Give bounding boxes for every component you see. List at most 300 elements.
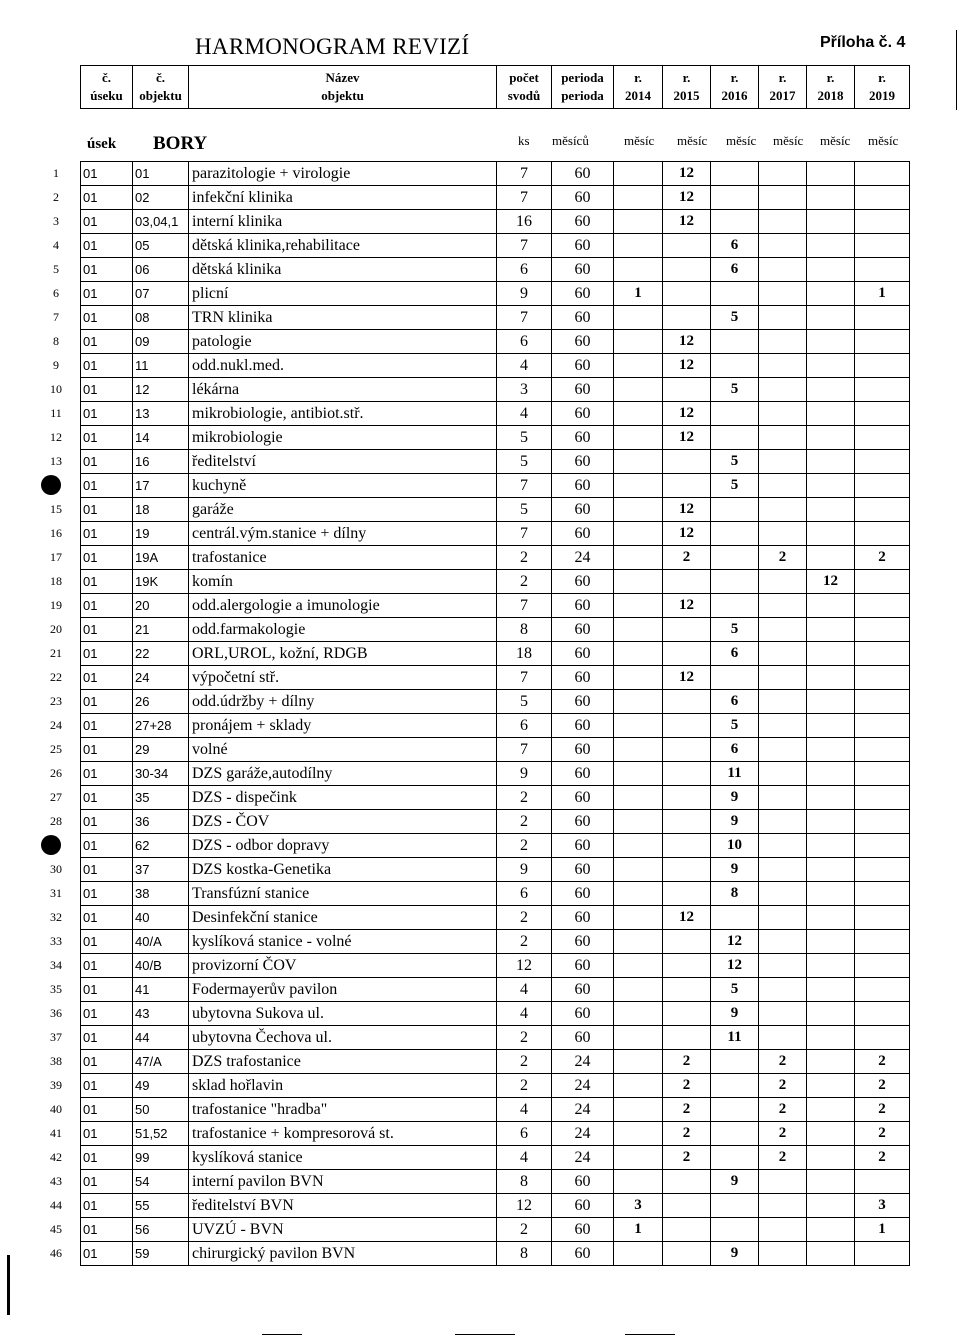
unit-2018: měsíc (820, 133, 851, 148)
month-cell: 10 (711, 834, 759, 858)
month-cell (759, 1026, 807, 1050)
row-number: 3 (53, 214, 59, 228)
month-cell (855, 570, 910, 594)
period-cell: 60 (552, 1170, 614, 1194)
month-cell: 2 (855, 1050, 910, 1074)
month-cell (663, 786, 711, 810)
month-cell: 1 (614, 1218, 663, 1242)
month-cell (759, 498, 807, 522)
month-cell (663, 282, 711, 306)
object-name-cell: sklad hořlavin (189, 1074, 497, 1098)
object-code-cell: 44 (133, 1026, 189, 1050)
month-cell (807, 546, 855, 570)
table-row (81, 210, 910, 234)
object-code-cell: 03,04,1 (133, 210, 189, 234)
month-cell (614, 954, 663, 978)
object-code-cell: 40 (133, 906, 189, 930)
object-name-cell: DZS - ČOV (189, 810, 497, 834)
month-cell (855, 402, 910, 426)
section-code-cell: 01 (81, 354, 133, 378)
month-cell (614, 330, 663, 354)
month-cell (614, 450, 663, 474)
month-cell: 2 (663, 546, 711, 570)
month-cell (807, 498, 855, 522)
period-cell: 60 (552, 426, 614, 450)
object-name-cell: centrál.vým.stanice + dílny (189, 522, 497, 546)
object-code-cell: 99 (133, 1146, 189, 1170)
month-cell (759, 690, 807, 714)
section-code-cell: 01 (81, 1218, 133, 1242)
count-cell: 9 (497, 282, 552, 306)
object-code-cell: 22 (133, 642, 189, 666)
month-cell (711, 330, 759, 354)
row-number: 36 (50, 1006, 62, 1020)
month-cell (614, 378, 663, 402)
object-code-cell: 26 (133, 690, 189, 714)
row-number: 45 (50, 1222, 62, 1236)
month-cell (807, 1098, 855, 1122)
month-cell: 12 (807, 570, 855, 594)
table-row (81, 666, 910, 690)
month-cell (614, 810, 663, 834)
month-cell (711, 1098, 759, 1122)
unit-2015: měsíc (677, 133, 708, 148)
section-code-cell: 01 (81, 594, 133, 618)
section-code-cell: 01 (81, 330, 133, 354)
count-cell: 7 (497, 666, 552, 690)
month-cell (759, 858, 807, 882)
unit-ks: ks (518, 133, 530, 148)
object-code-cell: 51,52 (133, 1122, 189, 1146)
period-cell: 60 (552, 690, 614, 714)
month-cell (614, 762, 663, 786)
object-code-cell: 13 (133, 402, 189, 426)
month-cell (807, 666, 855, 690)
month-cell (759, 1218, 807, 1242)
month-cell (614, 858, 663, 882)
period-cell: 60 (552, 450, 614, 474)
count-cell: 7 (497, 738, 552, 762)
month-cell: 12 (711, 954, 759, 978)
table-row (81, 1050, 910, 1074)
column-header-bottom: objektu (139, 88, 182, 103)
section-heading (80, 133, 909, 159)
month-cell (807, 618, 855, 642)
month-cell: 12 (663, 522, 711, 546)
month-cell (807, 450, 855, 474)
month-cell (759, 426, 807, 450)
period-cell: 60 (552, 1026, 614, 1050)
count-cell: 2 (497, 546, 552, 570)
row-number: 13 (50, 454, 62, 468)
table-row (81, 1242, 910, 1266)
month-cell (614, 1242, 663, 1266)
month-cell (759, 306, 807, 330)
column-header-bottom: 2019 (869, 88, 895, 103)
month-cell (855, 834, 910, 858)
object-name-cell: odd.farmakologie (189, 618, 497, 642)
object-code-cell: 05 (133, 234, 189, 258)
month-cell (807, 186, 855, 210)
object-name-cell: interní pavilon BVN (189, 1170, 497, 1194)
month-cell (711, 162, 759, 186)
month-cell (807, 930, 855, 954)
column-header (189, 66, 497, 109)
object-name-cell: patologie (189, 330, 497, 354)
month-cell: 6 (711, 738, 759, 762)
object-code-cell: 40/A (133, 930, 189, 954)
month-cell: 12 (663, 330, 711, 354)
object-code-cell: 29 (133, 738, 189, 762)
count-cell: 3 (497, 378, 552, 402)
object-code-cell: 47/A (133, 1050, 189, 1074)
row-number: 10 (50, 382, 62, 396)
month-cell: 9 (711, 1242, 759, 1266)
period-cell: 60 (552, 618, 614, 642)
table-row (81, 1194, 910, 1218)
month-cell (759, 186, 807, 210)
object-code-cell: 19K (133, 570, 189, 594)
section-code-cell: 01 (81, 930, 133, 954)
table-row (81, 234, 910, 258)
object-code-cell: 56 (133, 1218, 189, 1242)
section-code-cell: 01 (81, 546, 133, 570)
object-name-cell: komín (189, 570, 497, 594)
month-cell: 2 (663, 1074, 711, 1098)
table-row (81, 1098, 910, 1122)
object-name-cell: interní klinika (189, 210, 497, 234)
object-name-cell: lékárna (189, 378, 497, 402)
month-cell (663, 306, 711, 330)
object-name-cell: Desinfekční stanice (189, 906, 497, 930)
section-code-cell: 01 (81, 1002, 133, 1026)
month-cell (855, 330, 910, 354)
month-cell (855, 426, 910, 450)
section-code-cell: 01 (81, 258, 133, 282)
count-cell: 5 (497, 498, 552, 522)
object-name-cell: DZS - dispečink (189, 786, 497, 810)
month-cell: 5 (711, 474, 759, 498)
table-row (81, 1074, 910, 1098)
object-code-cell: 59 (133, 1242, 189, 1266)
table-row (81, 282, 910, 306)
column-header-top: r. (682, 70, 691, 85)
period-cell: 60 (552, 642, 614, 666)
object-code-cell: 36 (133, 810, 189, 834)
section-label: úsek (87, 136, 117, 152)
table-row (81, 546, 910, 570)
section-code-cell: 01 (81, 306, 133, 330)
object-name-cell: dětská klinika,rehabilitace (189, 234, 497, 258)
count-cell: 2 (497, 810, 552, 834)
section-code-cell: 01 (81, 738, 133, 762)
page-edge-mark (7, 1255, 10, 1315)
month-cell (614, 906, 663, 930)
footer-line (262, 1334, 302, 1335)
month-cell (855, 378, 910, 402)
month-cell: 6 (711, 234, 759, 258)
section-code-cell: 01 (81, 1146, 133, 1170)
month-cell (614, 402, 663, 426)
month-cell (614, 1002, 663, 1026)
table-row (81, 186, 910, 210)
month-cell (663, 1002, 711, 1026)
object-code-cell: 27+28 (133, 714, 189, 738)
month-cell: 5 (711, 618, 759, 642)
section-code-cell: 01 (81, 474, 133, 498)
month-cell (614, 474, 663, 498)
period-cell: 60 (552, 498, 614, 522)
section-code-cell: 01 (81, 234, 133, 258)
month-cell (807, 378, 855, 402)
column-header-bottom: úseku (90, 88, 123, 103)
section-code-cell: 01 (81, 1194, 133, 1218)
section-code-cell: 01 (81, 378, 133, 402)
month-cell (614, 786, 663, 810)
month-cell (807, 810, 855, 834)
month-cell (759, 378, 807, 402)
table-row (81, 594, 910, 618)
month-cell (711, 354, 759, 378)
month-cell (663, 234, 711, 258)
month-cell (614, 1098, 663, 1122)
column-header-bottom: 2018 (817, 88, 844, 103)
object-name-cell: DZS - odbor dopravy (189, 834, 497, 858)
month-cell: 5 (711, 978, 759, 1002)
column-header-top: č. (155, 70, 166, 85)
section-code-cell: 01 (81, 714, 133, 738)
month-cell: 3 (614, 1194, 663, 1218)
month-cell (711, 906, 759, 930)
month-cell (855, 786, 910, 810)
month-cell (614, 1170, 663, 1194)
table-row (81, 1218, 910, 1242)
row-number: 33 (50, 934, 62, 948)
period-cell: 60 (552, 594, 614, 618)
month-cell (614, 1146, 663, 1170)
month-cell (759, 450, 807, 474)
object-code-cell: 49 (133, 1074, 189, 1098)
month-cell: 12 (663, 210, 711, 234)
row-number: 23 (50, 694, 62, 708)
month-cell: 2 (663, 1146, 711, 1170)
column-header-bottom: perioda (561, 88, 604, 103)
count-cell: 4 (497, 402, 552, 426)
month-cell (759, 666, 807, 690)
month-cell (663, 690, 711, 714)
object-name-cell: ředitelství BVN (189, 1194, 497, 1218)
month-cell: 2 (663, 1122, 711, 1146)
month-cell (855, 498, 910, 522)
footer-line (625, 1334, 675, 1335)
period-cell: 60 (552, 858, 614, 882)
object-code-cell: 43 (133, 1002, 189, 1026)
month-cell (759, 786, 807, 810)
month-cell: 12 (663, 906, 711, 930)
object-name-cell: Fodermayerův pavilon (189, 978, 497, 1002)
month-cell (807, 1218, 855, 1242)
month-cell: 1 (614, 282, 663, 306)
object-code-cell: 35 (133, 786, 189, 810)
object-code-cell: 50 (133, 1098, 189, 1122)
month-cell (855, 858, 910, 882)
object-name-cell: kuchyně (189, 474, 497, 498)
month-cell (807, 762, 855, 786)
object-name-cell: ředitelství (189, 450, 497, 474)
row-number: 25 (50, 742, 62, 756)
unit-2019: měsíc (868, 133, 899, 148)
row-number: 18 (50, 574, 62, 588)
count-cell: 2 (497, 1218, 552, 1242)
object-name-cell: odd.údržby + dílny (189, 690, 497, 714)
month-cell (614, 978, 663, 1002)
punch-hole-mark (41, 475, 61, 495)
count-cell: 4 (497, 1146, 552, 1170)
month-cell (759, 282, 807, 306)
column-header (614, 66, 663, 109)
row-number: 38 (50, 1054, 62, 1068)
month-cell (855, 978, 910, 1002)
month-cell: 6 (711, 690, 759, 714)
section-code-cell: 01 (81, 1074, 133, 1098)
month-cell (855, 690, 910, 714)
month-cell (855, 474, 910, 498)
count-cell: 12 (497, 1194, 552, 1218)
object-code-cell: 19 (133, 522, 189, 546)
month-cell: 2 (855, 1074, 910, 1098)
month-cell: 2 (759, 1146, 807, 1170)
month-cell (807, 1242, 855, 1266)
row-number: 4 (53, 238, 59, 252)
row-number: 17 (50, 550, 62, 564)
object-name-cell: volné (189, 738, 497, 762)
month-cell (807, 330, 855, 354)
object-code-cell: 38 (133, 882, 189, 906)
month-cell: 1 (855, 282, 910, 306)
period-cell: 24 (552, 1098, 614, 1122)
month-cell (855, 1002, 910, 1026)
row-number: 19 (50, 598, 62, 612)
month-cell (614, 690, 663, 714)
section-code-cell: 01 (81, 1242, 133, 1266)
object-name-cell: DZS kostka-Genetika (189, 858, 497, 882)
column-header-top: r. (878, 70, 886, 85)
table-row (81, 498, 910, 522)
column-header (663, 66, 711, 109)
column-header (807, 66, 855, 109)
month-cell (807, 882, 855, 906)
row-number: 16 (50, 526, 62, 540)
month-cell (855, 642, 910, 666)
period-cell: 60 (552, 906, 614, 930)
month-cell (711, 1194, 759, 1218)
month-cell (711, 1122, 759, 1146)
table-row (81, 858, 910, 882)
period-cell: 60 (552, 354, 614, 378)
month-cell (807, 714, 855, 738)
month-cell (663, 1026, 711, 1050)
object-code-cell: 06 (133, 258, 189, 282)
table-row (81, 522, 910, 546)
table-row (81, 570, 910, 594)
month-cell (711, 210, 759, 234)
table-row (81, 306, 910, 330)
table-row (81, 1146, 910, 1170)
month-cell (614, 834, 663, 858)
count-cell: 6 (497, 1122, 552, 1146)
month-cell (614, 714, 663, 738)
month-cell (711, 546, 759, 570)
month-cell (807, 426, 855, 450)
count-cell: 7 (497, 234, 552, 258)
month-cell: 5 (711, 306, 759, 330)
object-name-cell: ubytovna Čechova ul. (189, 1026, 497, 1050)
column-header (759, 66, 807, 109)
column-header (133, 66, 189, 109)
month-cell (855, 882, 910, 906)
object-code-cell: 41 (133, 978, 189, 1002)
month-cell (711, 402, 759, 426)
table-row (81, 714, 910, 738)
object-name-cell: kyslíková stanice (189, 1146, 497, 1170)
object-code-cell: 20 (133, 594, 189, 618)
period-cell: 60 (552, 162, 614, 186)
count-cell: 4 (497, 1098, 552, 1122)
period-cell: 60 (552, 522, 614, 546)
month-cell (807, 162, 855, 186)
month-cell (759, 642, 807, 666)
object-name-cell: ubytovna Sukova ul. (189, 1002, 497, 1026)
period-cell: 60 (552, 474, 614, 498)
month-cell: 9 (711, 858, 759, 882)
month-cell (759, 210, 807, 234)
row-number: 8 (53, 334, 59, 348)
month-cell (807, 234, 855, 258)
month-cell (614, 1122, 663, 1146)
object-code-cell: 21 (133, 618, 189, 642)
column-header (497, 66, 552, 109)
table-row (81, 474, 910, 498)
month-cell (614, 498, 663, 522)
table-row (81, 882, 910, 906)
month-cell (663, 1242, 711, 1266)
table-row (81, 354, 910, 378)
row-number: 27 (50, 790, 62, 804)
month-cell (807, 786, 855, 810)
month-cell: 12 (663, 498, 711, 522)
table-row (81, 834, 910, 858)
month-cell: 2 (663, 1098, 711, 1122)
month-cell (807, 642, 855, 666)
row-number: 6 (53, 286, 59, 300)
unit-2014: měsíc (624, 133, 655, 148)
month-cell (855, 738, 910, 762)
month-cell: 11 (711, 762, 759, 786)
object-name-cell: odd.alergologie a imunologie (189, 594, 497, 618)
month-cell (807, 306, 855, 330)
table-row (81, 954, 910, 978)
row-number: 46 (50, 1246, 62, 1260)
period-cell: 24 (552, 1146, 614, 1170)
table-row (81, 978, 910, 1002)
section-name: BORY (153, 133, 208, 154)
count-cell: 6 (497, 714, 552, 738)
row-number: 32 (50, 910, 62, 924)
count-cell: 8 (497, 1242, 552, 1266)
month-cell (759, 762, 807, 786)
count-cell: 2 (497, 570, 552, 594)
table-row (81, 162, 910, 186)
